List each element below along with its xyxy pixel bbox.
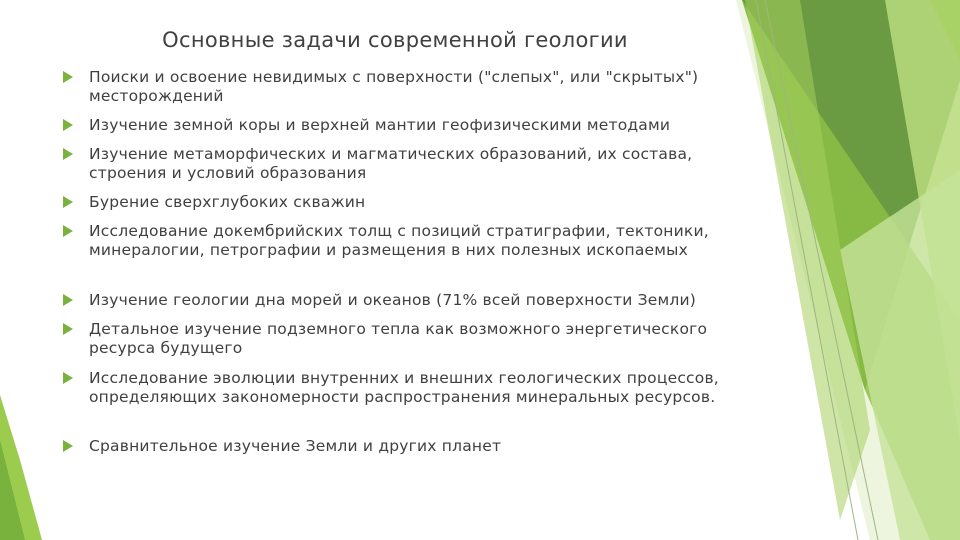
bullet-text: Исследование эволюции внутренних и внешних геологических процессов, определяющих закономерности распространения минеральных ресурсов. [89,369,719,406]
bullet-text: Изучение земной коры и верхней мантии геофизическими методами [89,116,671,134]
triangle-bullet-icon [63,323,73,335]
bullet-item [63,369,728,407]
bullet-item [63,193,728,212]
triangle-bullet-icon [63,119,73,131]
bullet-text: Бурение сверхглубоких скважин [89,193,366,211]
bullet-item [63,68,728,106]
triangle-bullet-icon [63,148,73,160]
triangle-bullet-icon [63,372,73,384]
bullet-item [63,291,728,310]
bullet-item [63,145,728,183]
bullet-item [63,222,728,260]
triangle-bullet-icon [63,71,73,83]
triangle-bullet-icon [63,225,73,237]
bullet-item [63,437,728,456]
triangle-bullet-icon [63,440,73,452]
bullet-text: Изучение метаморфических и магматических образований, их состава, строения и условий образования [89,145,693,182]
slide-title: Основные задачи современной геологии [162,28,628,52]
bullet-text: Сравнительное изучение Земли и других планет [89,437,502,455]
bullet-text: Детальное изучение подземного тепла как возможного энергетического ресурса будущего [89,320,708,357]
bullet-item [63,116,728,135]
bullet-text: Изучение геологии дна морей и океанов (71% всей поверхности Земли) [89,291,697,309]
bullet-item [63,320,728,358]
bullet-text: Исследование докембрийских толщ с позиций стратиграфии, тектоники, минералогии, петрографии и размещения в них полезных ископаемых [89,222,709,259]
triangle-bullet-icon [63,294,73,306]
triangle-bullet-icon [63,196,73,208]
bullet-text: Поиски и освоение невидимых с поверхности ("слепых", или "скрытых") месторождений [89,68,699,105]
